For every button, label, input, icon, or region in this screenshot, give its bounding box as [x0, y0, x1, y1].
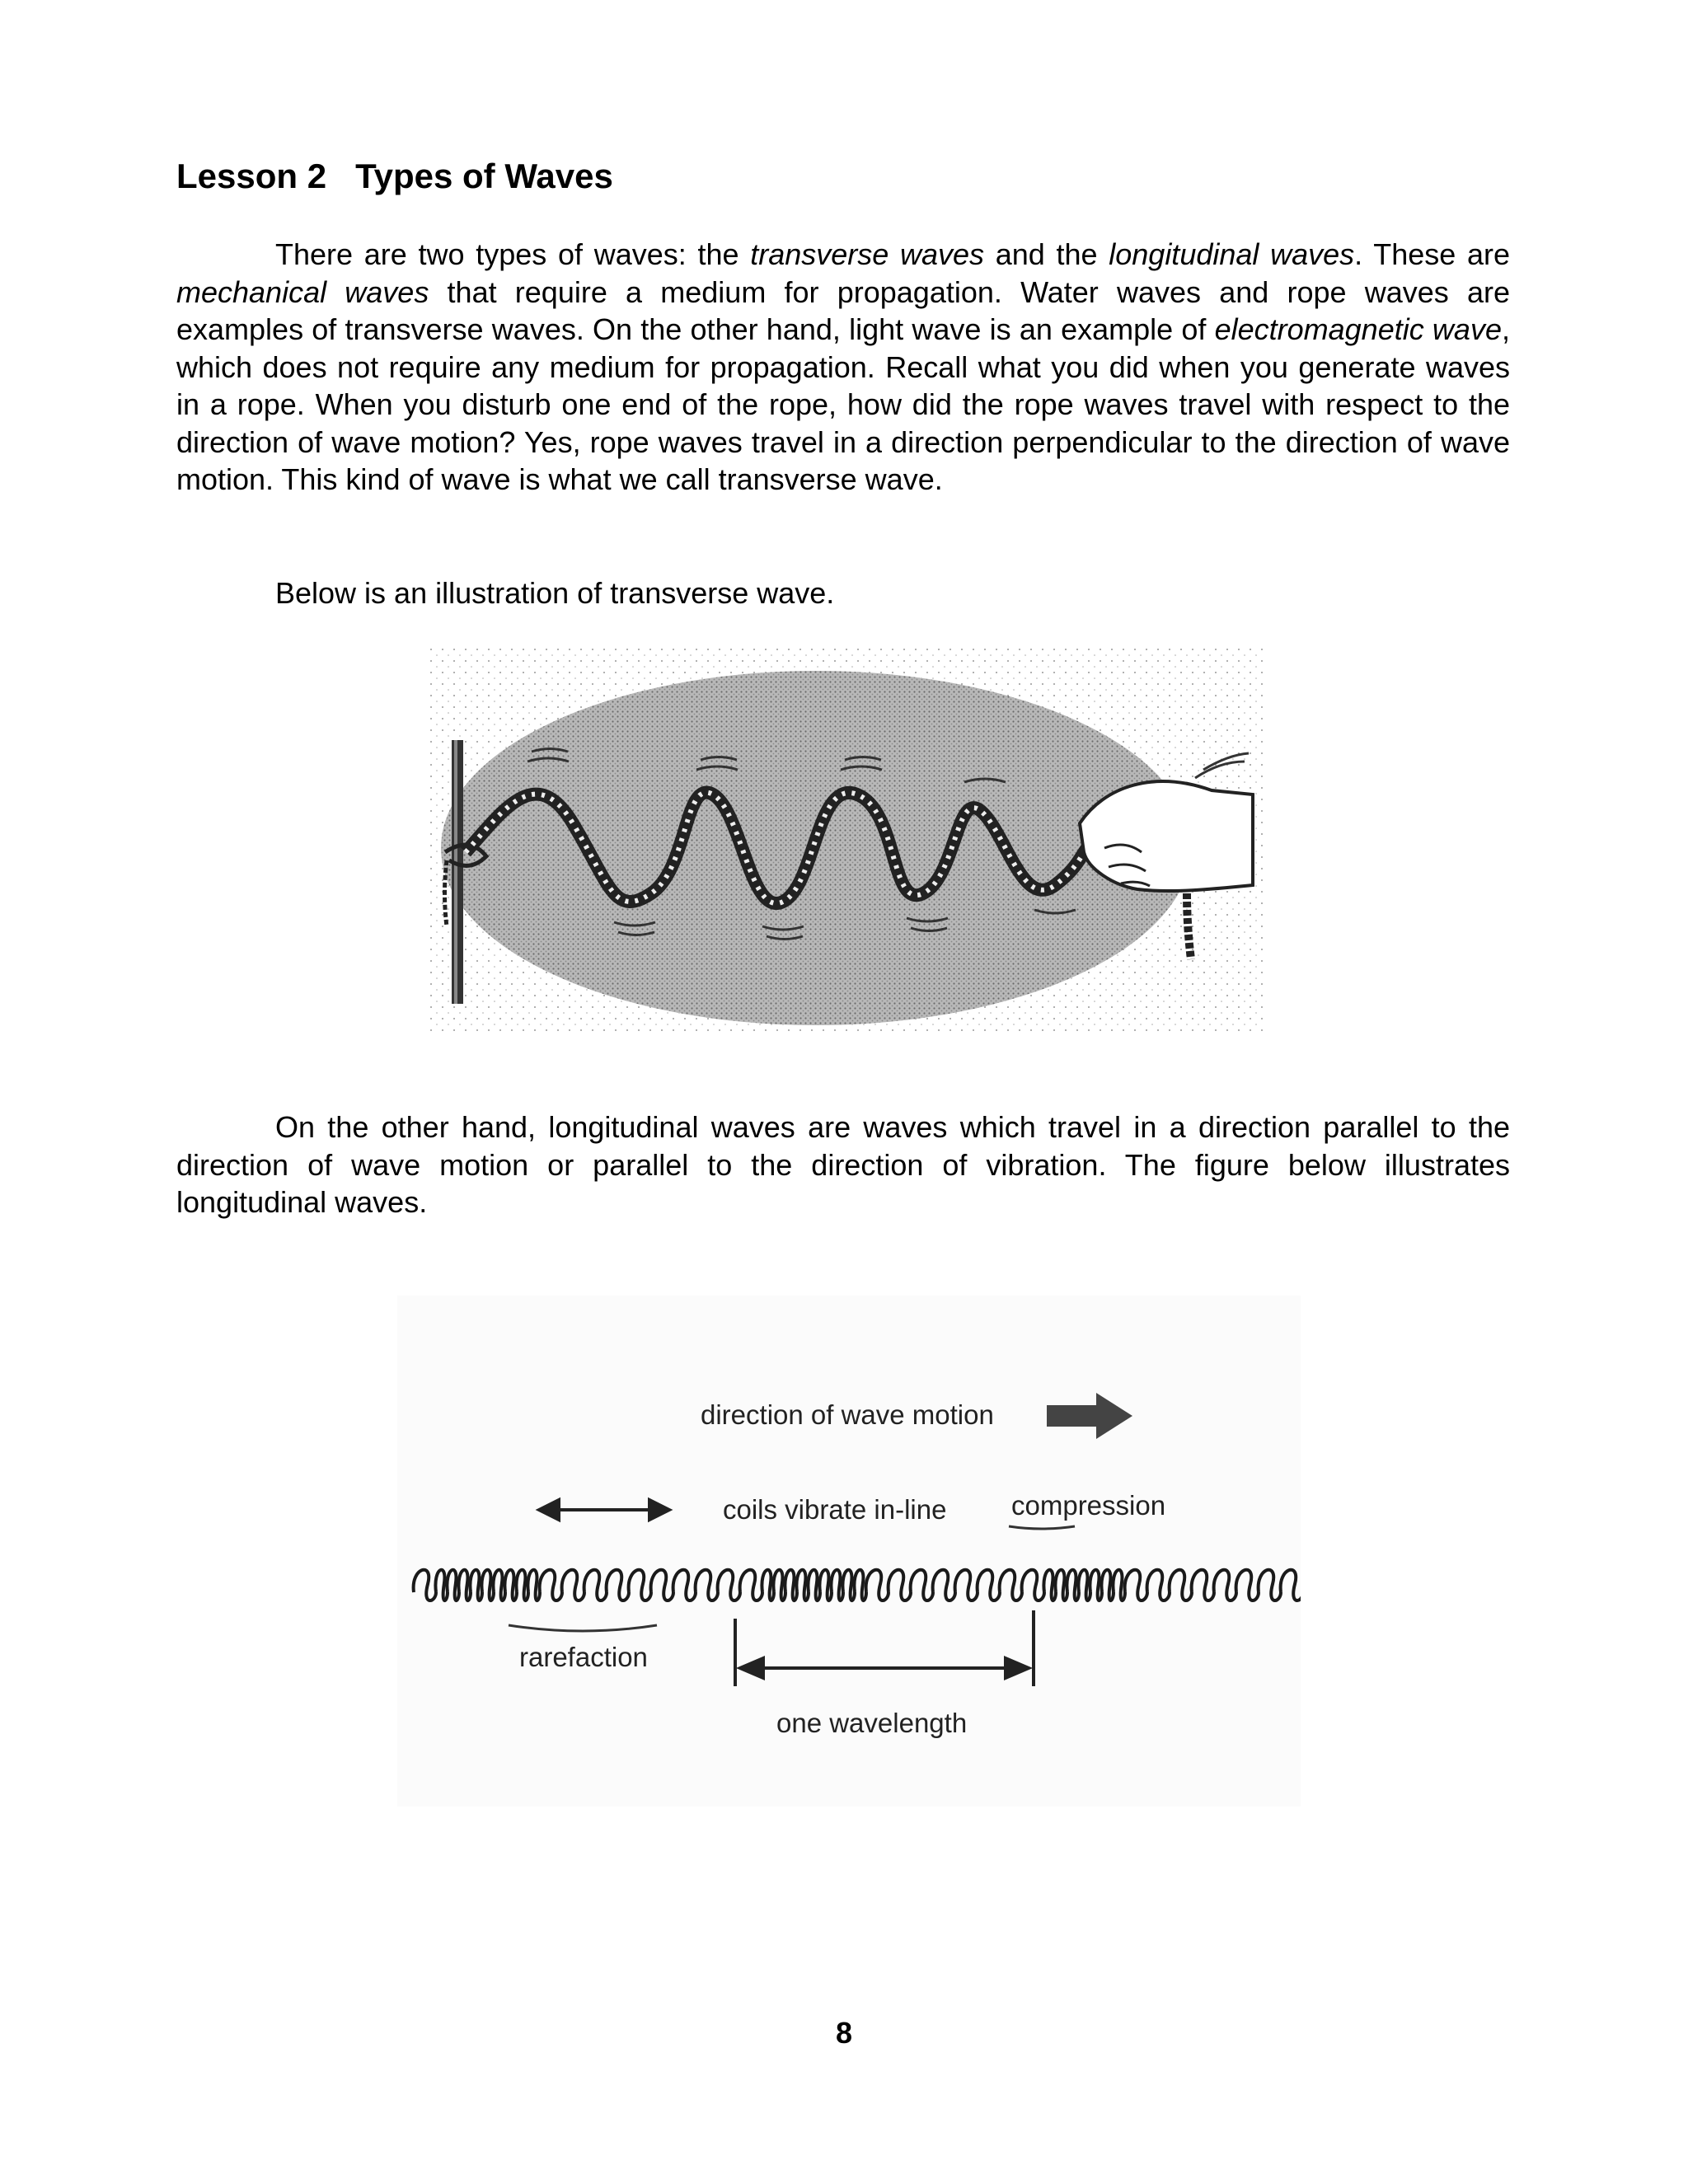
paragraph-wave-types — [176, 236, 1510, 499]
p1-text-5: . These are — [1354, 237, 1511, 271]
page-number: 8 — [835, 2016, 853, 2050]
p1-text-7: that require a medium for propagation. Water waves and rope waves are examples of transverse waves. On the other hand, light wave is an example of — [176, 274, 1510, 346]
p1-text-9: , which does not require any medium for propagation. Recall what you did when you generate waves in a rope. When you disturb one end of the rope, how did the rope waves travel with respect to the direction of wave motion? Yes, rope waves travel in a direction perpendicular to the direction of wave motion. This kind of wave is what we call transverse wave. — [176, 312, 1510, 496]
term-electromagnetic-wave: electromagnetic wave — [1214, 312, 1502, 346]
direction-label: direction of wave motion — [701, 1399, 994, 1430]
paragraph-longitudinal: On the other hand, longitudinal waves are waves which travel in a direction parallel to the direction of wave motion or parallel to the direction of vibration. The figure below illustrates longitudinal waves. — [176, 1110, 1510, 1219]
rarefaction-label: rarefaction — [519, 1642, 648, 1672]
p1-text-3: and the — [984, 237, 1109, 271]
term-transverse-waves: transverse waves — [750, 237, 985, 271]
lesson-title: Lesson 2 Types of Waves — [176, 157, 613, 195]
transverse-wave-illustration — [429, 646, 1264, 1033]
term-mechanical-waves: mechanical waves — [176, 274, 429, 309]
longitudinal-wave-illustration — [397, 1296, 1301, 1807]
wavelength-label: one wavelength — [776, 1708, 968, 1738]
p1-text-1: There are two types of waves: the — [275, 237, 751, 271]
compression-label: compression — [1011, 1490, 1166, 1521]
term-longitudinal-waves: longitudinal waves — [1109, 237, 1355, 271]
paragraph-transverse-intro: Below is an illustration of transverse wave. — [275, 576, 835, 610]
coils-vibrate-label: coils vibrate in-line — [723, 1494, 947, 1525]
